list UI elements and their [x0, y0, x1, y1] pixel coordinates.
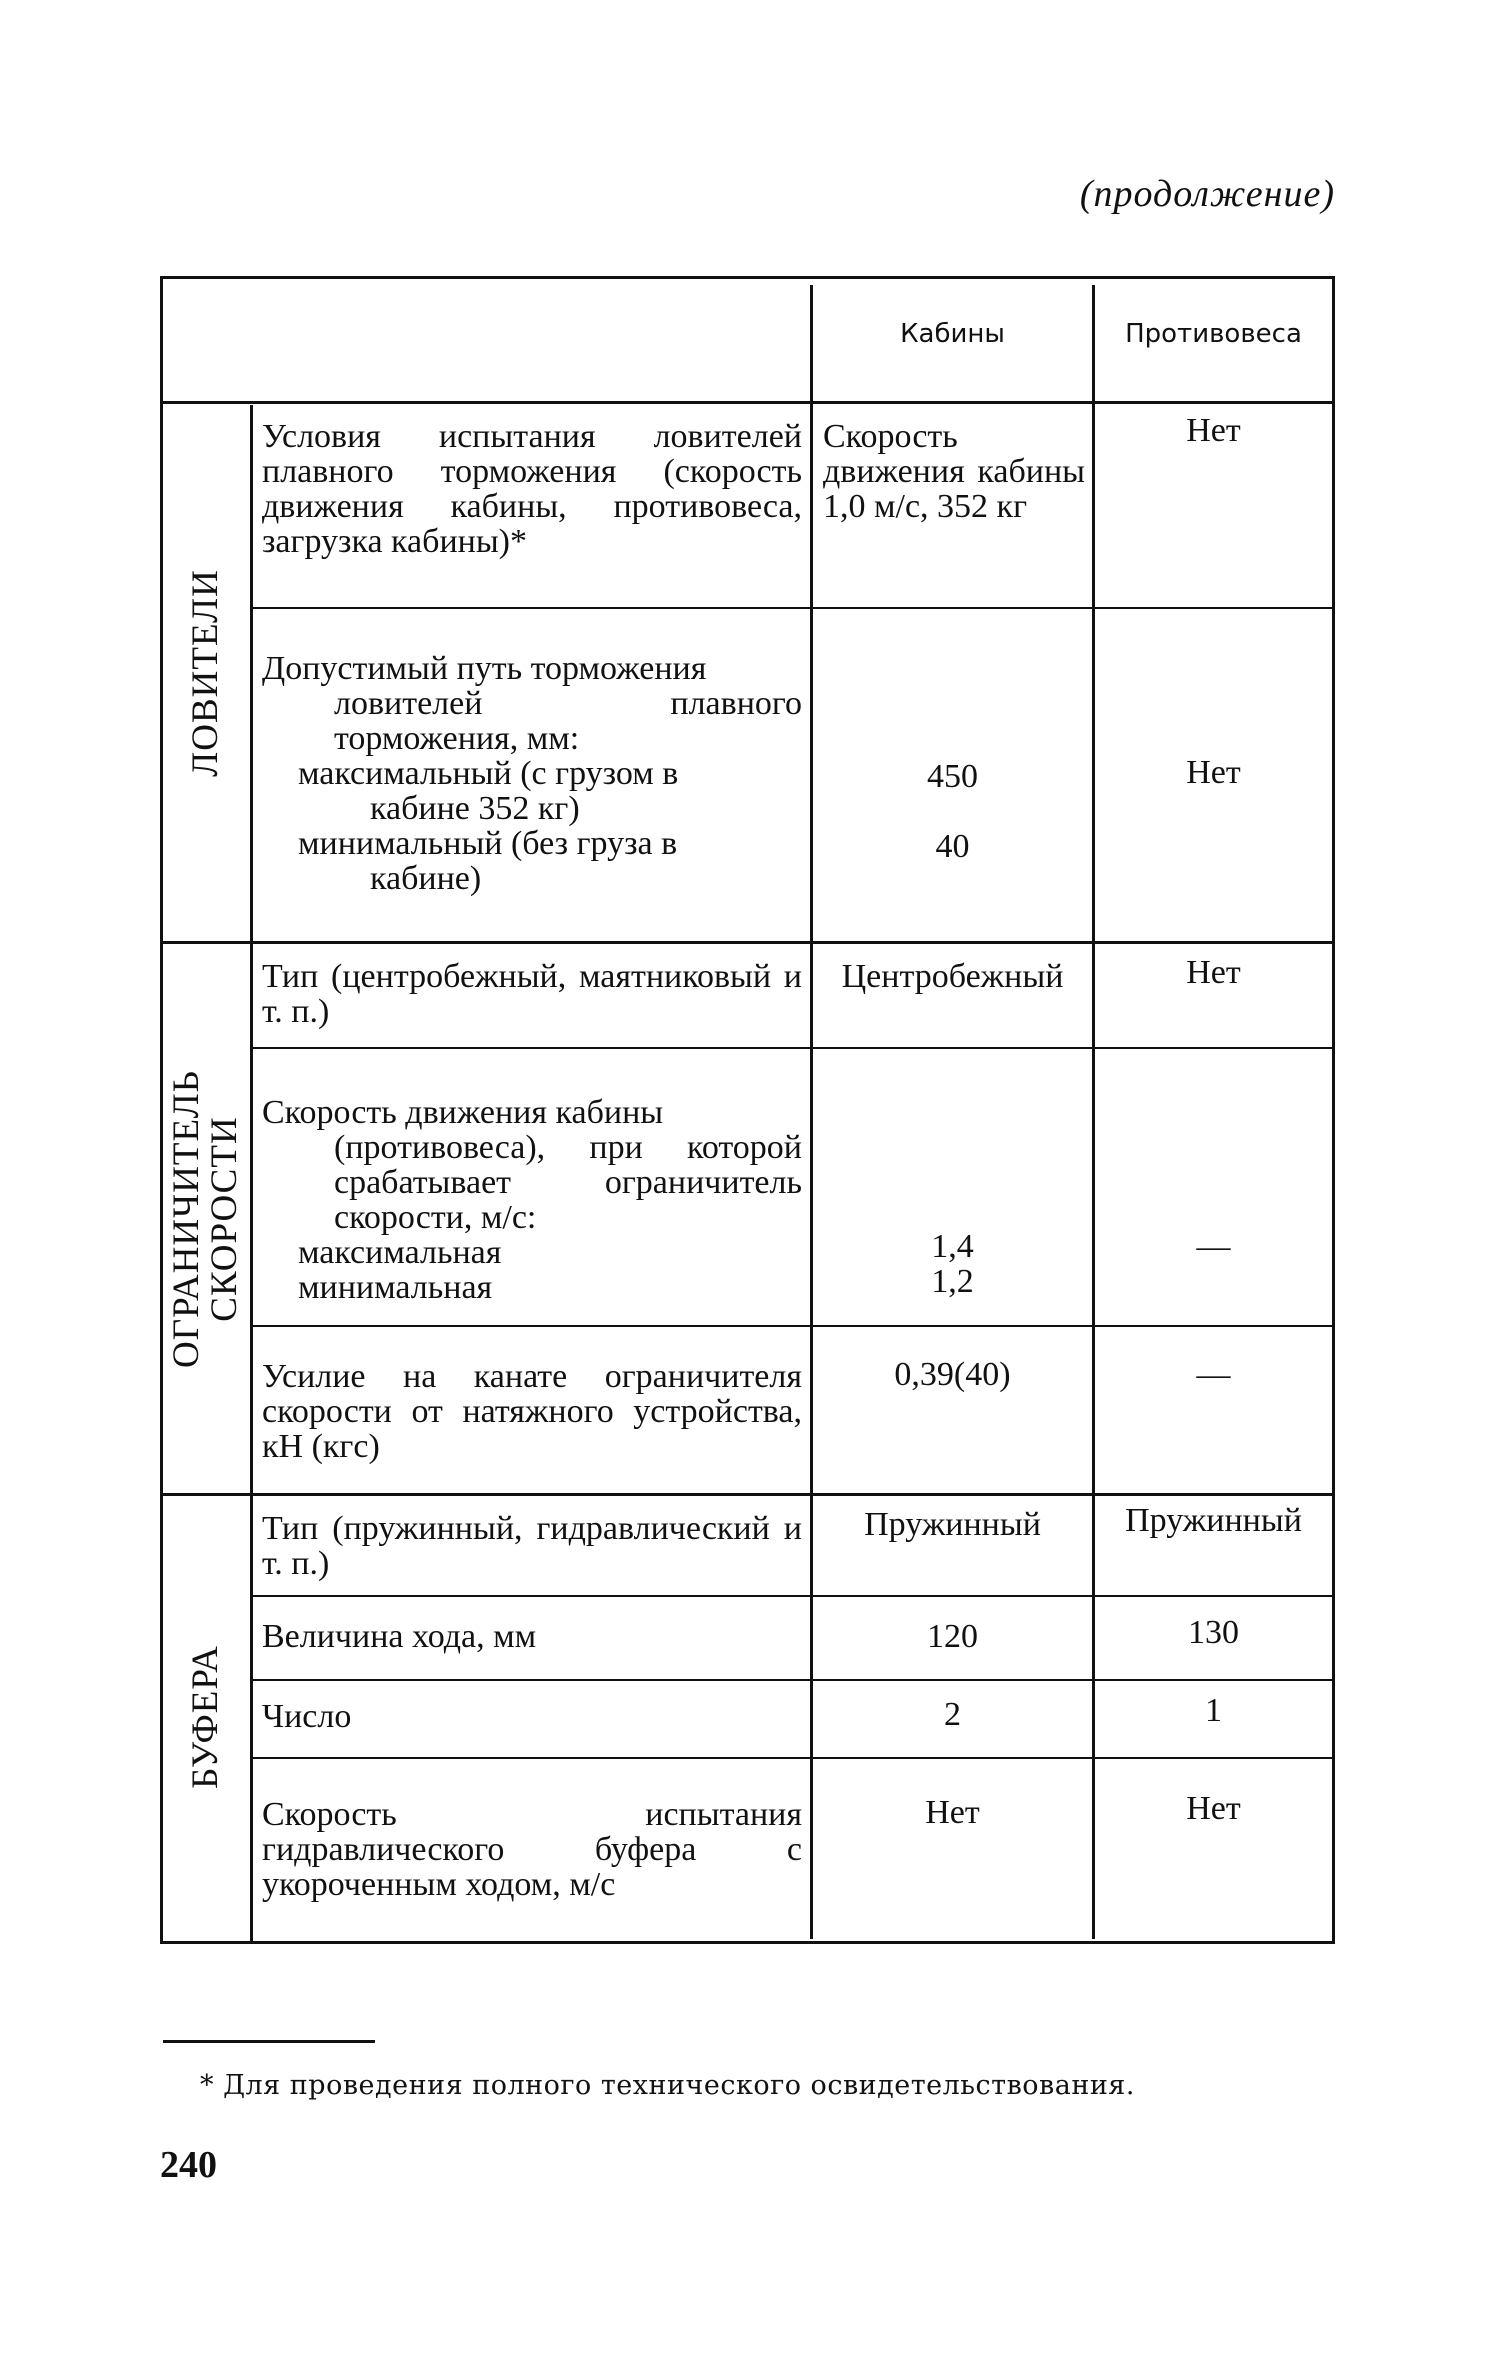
row-separator [253, 607, 1335, 609]
row-separator [253, 1325, 1335, 1327]
group-separator-2 [160, 1493, 1335, 1496]
param-stroke-length: Величина хода, мм [262, 1618, 537, 1655]
value-counterweight: 130 [1188, 1614, 1239, 1651]
value-counterweight: — [1196, 1228, 1231, 1265]
param-buffer-type: Тип (пружинный, гидравлический и т. п.) [262, 1510, 802, 1582]
param-rope-tension: Усилие на канате ограничителя скорости от натяжного устройства, кН (кгс) [262, 1358, 802, 1465]
value-counterweight: — [1196, 1356, 1231, 1393]
column-header-counterweight: Противовеса [1125, 319, 1302, 349]
header-bottom-border [160, 401, 1335, 404]
value-counterweight: Нет [1186, 412, 1241, 449]
column-header-cabin: Кабины [900, 319, 1005, 349]
specification-table [160, 276, 1335, 1944]
param-hydraulic-test-speed: Скорость испытания гидравлического буфера с укороченным ходом, м/с [262, 1796, 802, 1903]
value-cabin-min: 1,2 [931, 1263, 974, 1300]
param-catcher-test-conditions: Условия испытания ловителей плавного торможения (скорость движения кабины, противовеса, загрузка кабины)* [262, 418, 802, 560]
value-cabin: 2 [944, 1696, 961, 1733]
column-divider-counterweight [1092, 285, 1095, 1939]
value-cabin: Центробежный [841, 958, 1064, 995]
value-cabin-min: 40 [935, 828, 970, 865]
continuation-label: (продолжение) [1079, 173, 1335, 215]
value-counterweight: 1 [1205, 1692, 1222, 1729]
row-separator [253, 1679, 1335, 1681]
value-cabin: 0,39(40) [894, 1356, 1011, 1393]
value-cabin-max: 1,4 [931, 1228, 974, 1265]
column-divider-cabin [810, 285, 813, 1939]
param-trip-speed: Скорость движения кабины (противовеса), при которой срабатывает ограничитель скорости, м/с: максимальная минимальная [262, 1094, 802, 1306]
value-cabin: Нет [925, 1794, 980, 1831]
row-separator [253, 1595, 1335, 1597]
param-braking-distance: Допустимый путь торможения ловителей плавного торможения, мм: максимальный (с грузом в кабине 352 кг) минимальный (без груза в кабине) [262, 650, 802, 897]
value-counterweight: Нет [1186, 1790, 1241, 1827]
param-limiter-type: Тип (центробежный, маятниковый и т. п.) [262, 958, 802, 1030]
value-counterweight: Пружинный [1125, 1502, 1302, 1539]
group-label-speed-limiter: ОГРАНИЧИТЕЛЬ СКОРОСТИ [166, 1070, 245, 1368]
value-cabin: 120 [927, 1618, 978, 1655]
value-cabin-max: 450 [927, 758, 978, 795]
param-count: Число [262, 1698, 352, 1735]
page-number: 240 [160, 2144, 217, 2186]
value-counterweight: Нет [1186, 954, 1241, 991]
value-cabin: Скорость движения кабины 1,0 м/с, 352 кг [823, 418, 1085, 525]
group-label-catchers: ЛОВИТЕЛИ [185, 569, 226, 777]
value-counterweight: Нет [1186, 754, 1241, 791]
group-separator-1 [160, 941, 1335, 944]
row-separator [253, 1047, 1335, 1049]
table-right-border [1332, 279, 1335, 1941]
row-separator [253, 1757, 1335, 1759]
group-label-divider [250, 405, 253, 1941]
table-left-border [160, 279, 163, 1941]
value-cabin: Пружинный [864, 1506, 1041, 1543]
footnote: * Для проведения полного технического освидетельствования. [200, 2070, 1135, 2101]
footnote-rule [163, 2040, 375, 2043]
group-label-buffers: БУФЕРА [185, 1645, 226, 1789]
